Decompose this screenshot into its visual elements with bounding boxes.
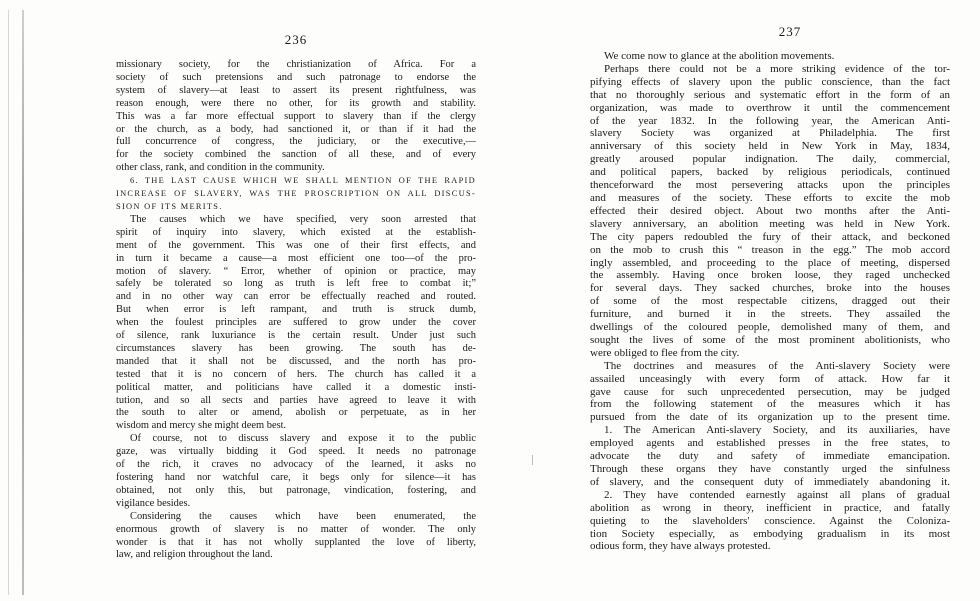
text-line: tested that it is no concern of hers. The church has called it a	[116, 368, 476, 380]
text-line: abolition as wrong in theory, inefficient in practice, and fatally	[590, 501, 950, 514]
text-line: greatly aroused popular indignation. The daily, commercial,	[590, 153, 950, 166]
text-line: or the church, as a body, had sanctioned it, or than if it had the	[116, 123, 476, 135]
text-line: safely be tolerated so long as truth is left free to combat it;”	[116, 278, 476, 290]
text-line: political matter, and politicians have called it a domestic insti-	[116, 381, 476, 393]
text-line: system of slavery—at least to assert its present rightfulness, was	[116, 84, 476, 96]
text-line: from the following statement of the measures which it has	[590, 398, 950, 411]
text-line: for the society combined the sanction of all these, and of every	[116, 149, 476, 161]
text-line: quieting to the slaveholders' conscience. Against the Coloniza-	[590, 514, 950, 527]
text-line: and political papers, backed by religious periodicals, continued	[590, 166, 950, 179]
text-line: effected their desired object. About two months after the Anti-	[590, 204, 950, 217]
text-line: the assembly. Having once broken loose, they raged unchecked	[590, 269, 950, 282]
text-line: This was a far more effectual support to slavery than if the clergy	[116, 110, 476, 122]
page-body	[116, 59, 476, 562]
text-line: for several days. They sacked churches, broke into the houses	[590, 282, 950, 295]
text-line: tion Society especially, as embodying gradualism in its most	[590, 527, 950, 540]
text-line: circumstances slavery has been growing. The south has de-	[116, 342, 476, 354]
text-line: the south to alter or amend, abolish or perpetuate, as in her	[116, 407, 476, 419]
text-line: of slavery, and the consequent duty of immediately abandoning it.	[590, 475, 950, 488]
text-line: of silence, rank luxuriance is the certain result. Under just such	[116, 330, 476, 342]
text-line: of the year 1832. In the following year, the American Anti-	[590, 114, 950, 127]
text-line: Of course, not to discuss slavery and expose it to the public	[130, 433, 476, 445]
text-line: on the mob to crush this “ treason in the egg.” The mob accord	[590, 243, 950, 256]
text-line: slavery anniversary, an abolition meeting was held in New York.	[590, 217, 950, 230]
left-page	[116, 0, 476, 562]
text-line: motion of slavery. “ Error, whether of opinion or practice, may	[116, 265, 476, 277]
text-line: when the foulest principles are suffered to grow under the cover	[116, 317, 476, 329]
text-line: were obliged to flee from the city.	[590, 346, 740, 359]
text-line: furniture, and burned it in the streets. They assailed the	[590, 308, 950, 321]
text-line: sought the lives of some of the most prominent abolitionists, who	[590, 333, 950, 346]
text-line: odious form, they have always protested.	[590, 540, 771, 553]
section-heading: INCREASE OF SLAVERY, WAS THE PROSCRIPTION ON ALL DISCUS-	[116, 189, 476, 199]
text-line: Through these organs they have constantly urged the sinfulness	[590, 463, 950, 475]
text-line: thenceforward the most persevering attacks upon the principles	[590, 179, 950, 192]
text-line: gaze, was virtually bidding it God speed. It needs no patronage	[116, 446, 476, 458]
text-line: obtained, not only this, but patronage, vindication, fostering, and	[116, 484, 476, 496]
text-line: reason enough, were there no other, for its growth and stability.	[116, 97, 476, 109]
text-line: We come now to glance at the abolition movements.	[604, 50, 835, 62]
text-line: ment of the government. This was one of their first effects, and	[116, 239, 476, 251]
page-number: 237	[778, 24, 802, 39]
text-line: Perhaps there could not be a more striking evidence of the tor-	[604, 62, 950, 75]
text-line: slavery Society was organized at Philadelphia. The first	[590, 127, 950, 140]
text-line: of some of the most respectable citizens, dragged out their	[590, 295, 950, 308]
text-line: assailed unceasingly with every form of attack. How far it	[590, 372, 950, 385]
gutter-mark	[532, 455, 533, 465]
text-line: gave cause for such unprecedented persecution, may be judged	[590, 385, 950, 398]
text-line: anniversary of this society held in New York in May, 1834,	[590, 140, 950, 153]
text-line: 2. They have contended earnestly against all plans of gradual	[604, 488, 950, 501]
text-line: vigilance besides.	[116, 497, 191, 509]
text-line: that no thoroughly serious and systematic effort in the form of an	[590, 88, 950, 101]
text-line: spirit of inquiry into slavery, which existed at the establish-	[116, 226, 476, 238]
right-page	[590, 0, 950, 553]
text-line: pursued from the date of its organization up to the present time.	[590, 411, 950, 424]
text-line: in turn it became a cause—a most efficient one too—of the pro-	[116, 252, 476, 264]
text-line: organization, was made to overthrow it until the commencement	[590, 101, 950, 114]
text-line: missionary society, for the christianization of Africa. For a	[116, 59, 476, 70]
text-line: The causes which we have specified, very soon arrested that	[130, 213, 476, 225]
section-heading: 6. THE LAST CAUSE WHICH WE SHALL MENTION OF THE RAPID	[130, 176, 476, 186]
text-line: law, and religion throughout the land.	[116, 549, 273, 561]
text-line: of the rich, it craves no advocacy of the learned, it asks no	[116, 459, 476, 471]
text-line: manded that it shall not be discussed, and the north has pro-	[116, 355, 476, 367]
text-line: tution, and so all sects and parties have agreed to leave it with	[116, 394, 476, 406]
text-line: Considering the causes which have been enumerated, the	[130, 510, 476, 522]
text-line: pifying effects of slavery upon the public conscience, than the fact	[590, 75, 950, 88]
text-line: enormous growth of slavery is no matter of wonder. The only	[116, 523, 476, 535]
text-line: and in no other way can error be effectually reached and routed.	[116, 291, 476, 303]
page-body	[590, 50, 950, 553]
text-line: But when error is left rampant, and truth is struck dumb,	[116, 304, 476, 316]
text-line: The doctrines and measures of the Anti-slavery Society were	[604, 359, 950, 372]
text-line: 1. The American Anti-slavery Society, and its auxiliaries, have	[604, 424, 950, 437]
text-line: other class, rank, and condition in the community.	[116, 162, 325, 174]
text-line: The city papers redoubled the fury of their attack, and beckoned	[590, 230, 950, 243]
text-line: fostering hand nor watchful care, it begs only for silence—it has	[116, 472, 476, 483]
text-line: society of such pretensions and such patronage to endorse the	[116, 71, 476, 83]
text-line: advocate the duty and safety of immediate emancipation.	[590, 450, 950, 463]
text-line: wisdom and mercy she might deem best.	[116, 420, 287, 432]
text-line: employed agents and established presses in the free states, to	[590, 437, 950, 450]
text-line: and measures of the society. These efforts to excite the mob	[590, 191, 950, 204]
section-heading: SION OF ITS MERITS.	[116, 201, 223, 211]
page-number: 236	[284, 32, 308, 47]
binding-edge	[8, 10, 9, 595]
text-line: ingly assembled, and proceeding to the place of meeting, dispersed	[590, 256, 950, 269]
text-line: full concurrence of congress, the judiciary, or the executive,—	[116, 136, 476, 148]
binding-rule	[22, 10, 24, 595]
text-line: wonder is that it has not wholly supplanted the love of liberty,	[116, 536, 476, 548]
text-line: dwellings of the coloured people, demolished many of them, and	[590, 321, 950, 334]
